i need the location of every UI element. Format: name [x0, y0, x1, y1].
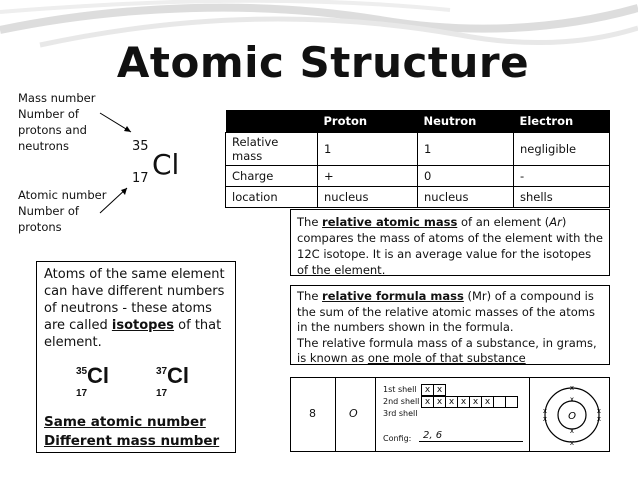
electron-mark: x	[596, 407, 602, 415]
table-cell: location	[226, 186, 318, 207]
table-cell: Relative mass	[226, 132, 318, 165]
table-header-cell: Proton	[318, 110, 418, 132]
mass-number-label: Mass number Number of protons and neutrons	[18, 91, 96, 153]
electron-cell: x	[434, 385, 446, 396]
electron-mark: x	[542, 407, 548, 415]
table-row	[226, 186, 610, 207]
table-header-row	[226, 110, 610, 132]
atomic-number-cell: 8	[309, 407, 316, 420]
table-cell: nucleus	[318, 186, 418, 207]
shell-label: 1st shell	[383, 385, 417, 394]
config-underline	[419, 441, 523, 442]
table-cell: negligible	[514, 132, 610, 165]
electron-cell: x	[422, 397, 434, 408]
relative-formula-mass-term: relative formula mass	[322, 289, 464, 303]
page-title: Atomic Structure	[116, 38, 530, 87]
shell2-grid	[421, 396, 518, 408]
diagram-nucleus-symbol: O	[568, 411, 576, 422]
electron-cell: x	[458, 397, 470, 408]
mass-number-value: 35	[132, 139, 149, 154]
electron-cell: x	[470, 397, 482, 408]
pointer-arrows	[95, 110, 140, 220]
same-atomic-number-text: Same atomic number	[44, 414, 206, 430]
table-header-cell	[226, 110, 318, 132]
electron-cell	[506, 397, 518, 408]
shell3-grid	[421, 408, 434, 420]
config-label: Config:	[383, 434, 412, 443]
element-symbol-cell: O	[349, 407, 358, 420]
shell-label: 3rd shell	[383, 409, 418, 418]
table-cell: nucleus	[418, 186, 514, 207]
electron-mark: x	[542, 415, 548, 423]
electron-cell: x	[482, 397, 494, 408]
table-cell: 0	[418, 165, 514, 186]
table-header-cell: Electron	[514, 110, 610, 132]
electron-cell: x	[446, 397, 458, 408]
isotopes-box: Atoms of the same element can have different numbers of neutrons - these atoms are called isotopes of that element. 35 17 Cl 37 17 Cl Same atomic number Different mass number	[36, 261, 236, 453]
element-symbol: Cl	[152, 148, 180, 181]
shell-label: 2nd shell	[383, 397, 420, 406]
shell-diagram	[541, 380, 603, 450]
relative-atomic-mass-box: The relative atomic mass of an element (Ar) compares the mass of atoms of the element with the 12C isotope. It is an average value for the isotopes of the element.	[290, 209, 610, 276]
isotopes-term: isotopes	[111, 318, 175, 333]
particle-table	[225, 110, 610, 208]
table-cell: 1	[418, 132, 514, 165]
table-cell: +	[318, 165, 418, 186]
relative-atomic-mass-term: relative atomic mass	[322, 215, 458, 229]
table-cell: Charge	[226, 165, 318, 186]
table-row	[226, 132, 610, 165]
electron-mark: x	[569, 395, 575, 404]
table-cell: -	[514, 165, 610, 186]
atomic-number-label: Atomic number Number of protons	[18, 188, 107, 234]
shell1-grid	[421, 384, 446, 396]
electron-cell: x	[422, 385, 434, 396]
different-mass-number-text: Different mass number	[44, 433, 220, 449]
table-header-cell: Neutron	[418, 110, 514, 132]
electron-mark: x	[596, 415, 602, 423]
electron-shell-box	[290, 377, 610, 452]
relative-formula-mass-box: The relative formula mass (Mr) of a compound is the sum of the relative atomic masses of the atoms in the numbers shown in the formula. The relative formula mass of a substance, in grams, is known as one mole of that substance	[290, 285, 610, 365]
table-row	[226, 165, 610, 186]
isotope-examples: 35 17 Cl 37 17 Cl	[76, 363, 189, 399]
table-cell: 1	[318, 132, 418, 165]
electron-cell	[494, 397, 506, 408]
electron-mark: x	[569, 384, 575, 392]
electron-mark: x	[569, 439, 575, 447]
one-mole-term: one mole of that substance	[367, 351, 526, 365]
config-value: 2, 6	[423, 430, 443, 441]
table-cell: shells	[514, 186, 610, 207]
atomic-number-value: 17	[132, 171, 149, 186]
electron-cell: x	[434, 397, 446, 408]
electron-mark: x	[569, 427, 575, 435]
